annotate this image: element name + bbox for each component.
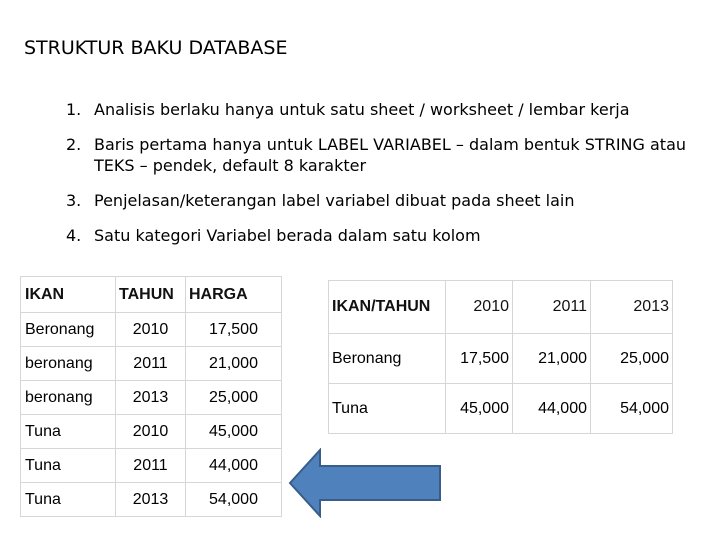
table-cell: Beronang: [21, 313, 116, 347]
table-cell: 17,500: [186, 313, 282, 347]
table-cell: Beronang: [329, 334, 446, 384]
table-row: [329, 334, 673, 384]
table-cell: 25,000: [186, 381, 282, 415]
wide-format-table: [328, 280, 673, 434]
table-header-row: [329, 281, 673, 334]
header-cell-ikan: IKAN: [21, 277, 116, 313]
left-arrow-icon: [288, 448, 444, 518]
table-cell: Tuna: [21, 483, 116, 517]
list-number: 4.: [66, 226, 82, 245]
table-cell: 2011: [116, 449, 186, 483]
table-row: [21, 381, 282, 415]
table-cell: 17,500: [446, 334, 513, 384]
table-cell: 21,000: [186, 347, 282, 381]
table-cell: 44,000: [186, 449, 282, 483]
table-cell: beronang: [21, 381, 116, 415]
table-row: [21, 483, 282, 517]
header-cell-2013: 2013: [591, 281, 673, 334]
table-cell: 2010: [116, 415, 186, 449]
list-text: Baris pertama hanya untuk LABEL VARIABEL – dalam bentuk STRING atau TEKS – pendek, default 8 karakter: [94, 135, 687, 175]
list-item: [66, 225, 706, 246]
header-cell-2010: 2010: [446, 281, 513, 334]
arrow-shape: [290, 450, 440, 516]
table-cell: 2013: [116, 483, 186, 517]
list-number: 2.: [66, 135, 82, 154]
table-cell: 2011: [116, 347, 186, 381]
header-cell-2011: 2011: [513, 281, 591, 334]
table-row: [21, 347, 282, 381]
table-cell: beronang: [21, 347, 116, 381]
table-row: [21, 449, 282, 483]
table-cell: 21,000: [513, 334, 591, 384]
table-cell: Tuna: [21, 415, 116, 449]
list-number: 3.: [66, 191, 82, 210]
table-cell: 54,000: [591, 384, 673, 434]
header-cell-ikan-tahun: IKAN/TAHUN: [329, 281, 446, 334]
page-title: STRUKTUR BAKU DATABASE: [24, 37, 288, 59]
table-cell: 45,000: [186, 415, 282, 449]
table-cell: 44,000: [513, 384, 591, 434]
rules-list: [66, 99, 706, 260]
table-header-row: [21, 277, 282, 313]
table-cell: Tuna: [329, 384, 446, 434]
table-cell: 2013: [116, 381, 186, 415]
list-text: Penjelasan/keterangan label variabel dibuat pada sheet lain: [94, 191, 575, 210]
table-cell: Tuna: [21, 449, 116, 483]
list-item: [66, 190, 706, 211]
header-cell-tahun: TAHUN: [116, 277, 186, 313]
table-cell: 54,000: [186, 483, 282, 517]
list-number: 1.: [66, 100, 82, 119]
table-row: [329, 384, 673, 434]
list-item: [66, 134, 706, 176]
header-cell-harga: HARGA: [186, 277, 282, 313]
table-row: [21, 313, 282, 347]
table-cell: 2010: [116, 313, 186, 347]
list-text: Analisis berlaku hanya untuk satu sheet / worksheet / lembar kerja: [94, 100, 630, 119]
table-row: [21, 415, 282, 449]
long-format-table: [20, 276, 282, 517]
table-cell: 25,000: [591, 334, 673, 384]
list-item: [66, 99, 706, 120]
list-text: Satu kategori Variabel berada dalam satu kolom: [94, 226, 481, 245]
table-cell: 45,000: [446, 384, 513, 434]
